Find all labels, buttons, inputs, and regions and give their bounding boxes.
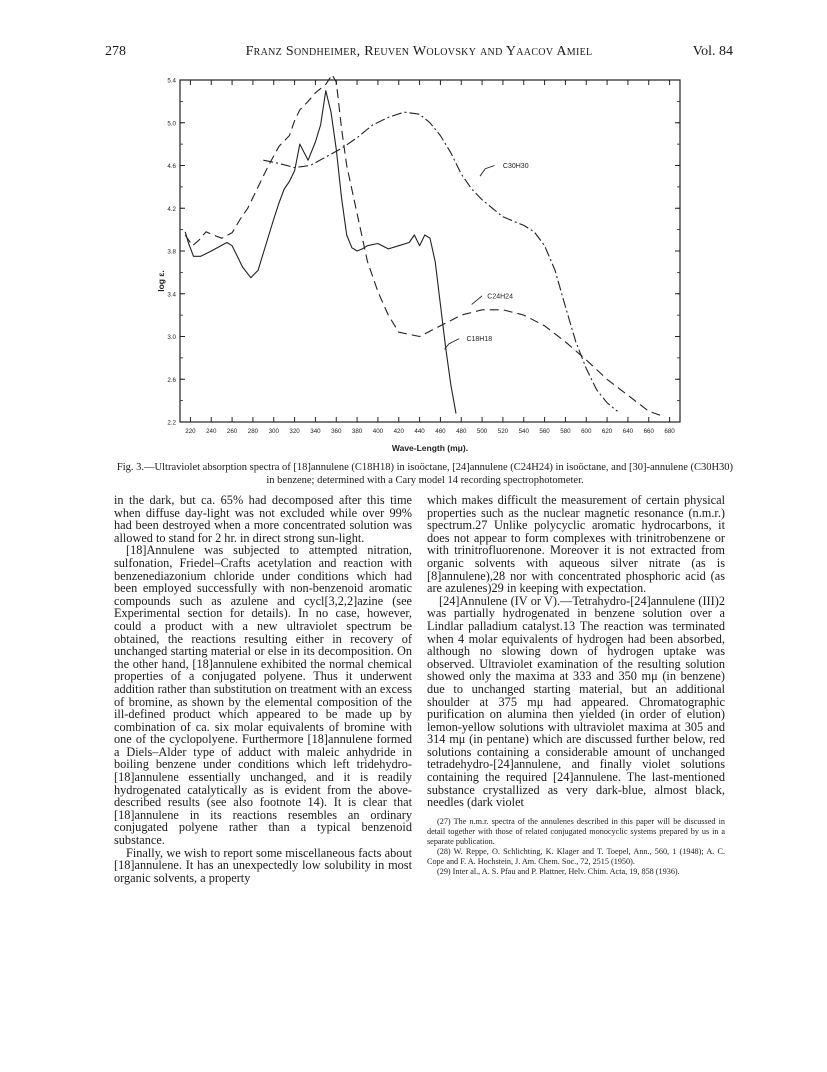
x-tick-label: 300 [268,428,279,435]
caption-text: Fig. 3.—Ultraviolet absorption spectra of [18]annulene (C18H18) in isoöctane, [24]annulene (C24H24) in isoöctane, and [30]-annulene (C30H30) in benzene; determined with a Cary model 14 recording spectrophotometer. [116,462,734,486]
plot-frame [180,80,680,422]
y-tick-label: 3.4 [167,291,176,299]
annotation-leader [445,339,460,350]
x-tick-label: 640 [622,428,634,435]
x-tick-label: 280 [247,428,259,435]
x-tick-label: 520 [497,428,509,435]
y-tick-label: 2.6 [167,376,176,384]
y-tick-label: 5.4 [167,77,176,85]
footnote: (29) Inter al., A. S. Pfau and P. Plattner, Helv. Chim. Acta, 19, 858 (1936). [437,866,680,876]
x-tick-label: 680 [664,428,675,435]
x-tick-label: 340 [310,428,321,435]
x-tick-label: 500 [476,428,488,435]
series-annotation: C30H30 [502,163,529,170]
paragraph: Finally, we wish to report some miscellaneous facts about [18]annulene. It has an unexpectedly low solubility in most organic solvents, a property [114,845,412,885]
footnote: (28) W. Reppe, O. Schlichting, K. Klager and T. Toepel, Ann., 560, 1 (1948); A. C. Cope and F. A. Hochstein, J. Am. Chem. Soc., 72, 2515 (1950). [427,846,725,866]
y-tick-label: 2.2 [167,419,176,427]
series-line-c30h30 [263,112,617,411]
y-tick-label: 4.2 [167,205,176,213]
annotation-leader [480,166,495,177]
page-number: 278 [105,44,126,59]
y-tick-label: 3.0 [167,334,176,341]
x-tick-label: 660 [643,428,654,435]
series-annotation: C24H24 [487,293,513,301]
paragraph: which makes difficult the measurement of certain physical properties such as the nuclear magnetic resonance (n.m.r.) spectrum.27 Unlike polycyclic aromatic hydrocarbons, it does not appear to form complexes with trinitrobenzene or with trinitrofluorenone. Moreover it is not extracted from organic solvents with aqueous silver nitrate (as is [8]annulene),28 nor with concentrated phosphoric acid (as are azulenes)29 in keeping with expectation. [427,493,725,596]
x-tick-label: 240 [206,428,217,435]
running-head-authors: Franz Sondheimer, Reuven Wolovsky and Yaacov Amiel [245,44,593,59]
x-tick-label: 540 [518,428,529,435]
uv-spectra-chart [158,76,688,458]
x-tick-label: 360 [331,428,342,435]
y-tick-label: 5.0 [167,120,176,128]
page-header [105,44,733,64]
x-tick-label: 480 [456,428,467,435]
y-tick-label: 4.6 [167,163,176,170]
x-tick-label: 620 [601,428,613,435]
footnotes [427,815,725,877]
footnote: (27) The n.m.r. spectra of the annulenes described in this paper will be discussed in detail together with those of related conjugated monocyclic systems prepared by us in a separate publication. [427,816,725,846]
left-column [114,494,412,884]
x-tick-label: 380 [351,428,363,435]
x-tick-label: 460 [435,428,446,435]
paragraph: in the dark, but ca. 65% had decomposed after this time when diffuse day-light was not excluded while over 99% had been destroyed when a more concentrated solution was allowed to stand for 2 hr. in direct strong sun-light. [114,493,412,545]
paragraph: [24]Annulene (IV or V).—Tetrahydro-[24]annulene (III)2 was partially hydrogenated in benzene solution over a Lindlar palladium catalyst.13 The reaction was terminated when 4 molar equivalents of hydrogen had been absorbed, although no slowing down of hydrogen uptake was observed. Ultraviolet examination of the resulting solution showed only the maxima at 333 and 350 mμ (in benzene) due to unchanged starting material, but an additional shoulder at 375 mμ had appeared. Chromatographic purification on alumina then yielded (in order of elution) lemon-yellow solutions with ultraviolet maxima at 305 and 314 mμ (in pentane) which are discussed further below, red solutions containing a considerable amount of unchanged tetradehydro-[24]annulene, and finally violet solutions containing the required [24]annulene. The last-mentioned substance crystallized as very dark-blue, almost black, needles (dark violet [427,593,725,810]
figure-caption [112,462,738,487]
series-annotation: C18H18 [466,336,493,344]
x-tick-label: 320 [289,428,300,435]
x-axis-label: Wave-Length (mμ). [391,443,469,453]
paragraph: [18]Annulene was subjected to attempted nitration, sulfonation, Friedel–Crafts acetylation and reaction with benzenediazonium chloride under conditions which had been employed successfully with non-benzenoid aromatic compounds such as azulene and cycl[3,2,2]azine (see Experimental section for details). In no case, however, could a product with a new ultraviolet spectrum be obtained, the reactions resulting either in recovery of unchanged starting material or else in its decomposition. On the other hand, [18]annulene exhibited the normal chemical properties of a conjugated polyene. Thus it underwent addition rather than substitution on treatment with an excess of bromine, as shown by the elemental composition of the ill-defined product which appeared to be made up by combination of ca. six molar equivalents of bromine with one of the cyclopolyene. Furthermore [18]annulene formed a Diels–Alder type of adduct with maleic anhydride in boiling benzene under conditions which left tridehydro-[18]annulene essentially unchanged, and it is readily hydrogenated catalytically as is evident from the above-described results (see also footnote 14). It is clear that [18]annulene in its reactions resembles an ordinary conjugated polyene rather than a typical benzenoid substance. [114,543,412,848]
x-tick-label: 400 [372,428,384,435]
x-tick-label: 260 [226,428,238,435]
series-line-c18h18 [185,91,456,414]
x-tick-label: 560 [539,428,550,435]
x-tick-label: 440 [414,428,425,435]
annotation-leader [472,296,482,305]
x-tick-label: 420 [393,428,404,435]
x-tick-label: 600 [581,428,592,435]
y-axis-label: log ε. [156,270,166,292]
right-column [427,494,725,877]
x-tick-label: 580 [560,428,571,435]
series-line-c24h24 [185,75,664,417]
y-tick-label: 3.8 [167,248,176,256]
volume-number: Vol. 84 [692,44,733,59]
x-tick-label: 220 [185,428,196,435]
